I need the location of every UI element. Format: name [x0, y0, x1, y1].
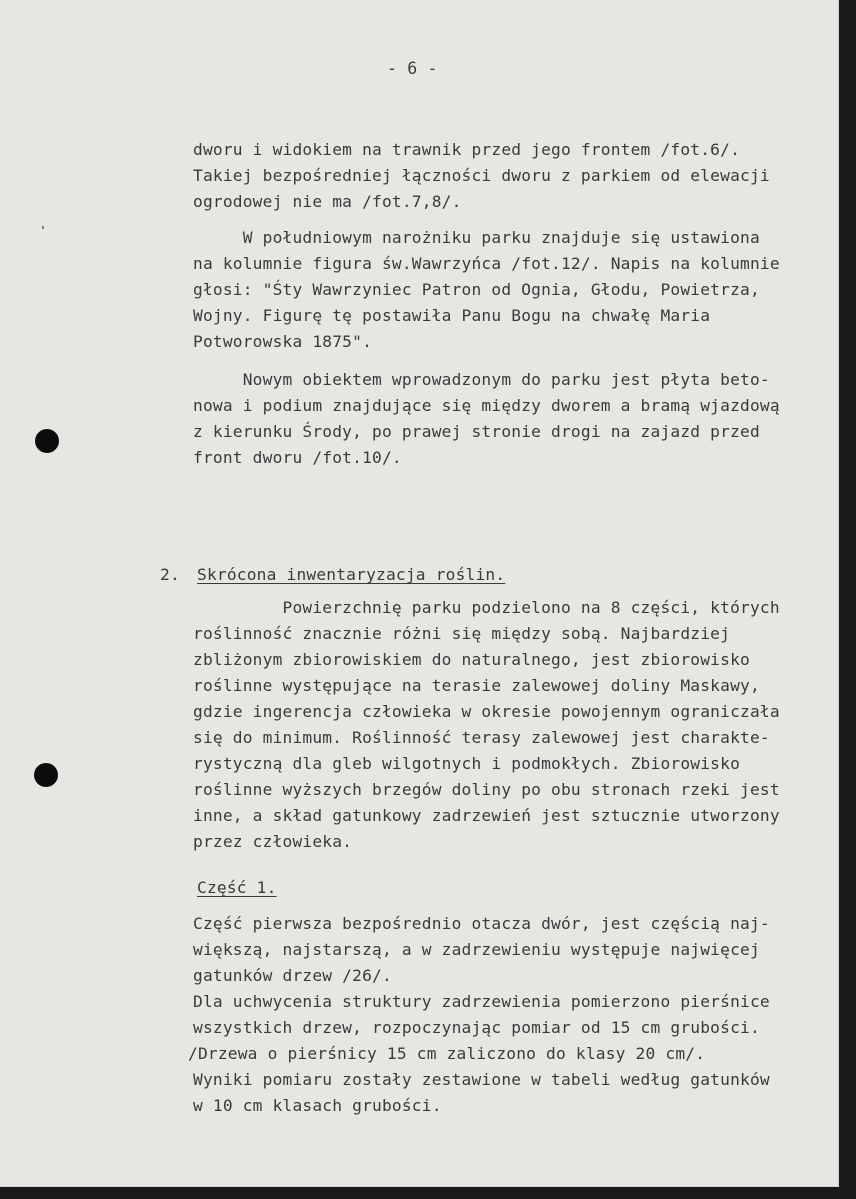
section2-heading: Skrócona inwentaryzacja roślin.: [197, 565, 506, 584]
paper-speck: [42, 226, 44, 229]
section2-line-5: gdzie ingerencja człowieka w okresie powojennym ograniczała: [193, 702, 780, 721]
section1-line-10: nowa i podium znajdujące się między dworem a bramą wjazdową: [193, 396, 780, 415]
punch-hole-bottom: [34, 763, 58, 787]
section1-line-12: front dworu /fot.10/.: [193, 448, 402, 467]
section1-line-11: z kierunku Środy, po prawej stronie drogi na zajazd przed: [193, 422, 760, 441]
section2-line-10: przez człowieka.: [193, 832, 353, 851]
section1-line-6: głosi: "Śty Wawrzyniec Patron od Ognia, Głodu, Powietrza,: [193, 280, 760, 299]
part1-line-2: większą, najstarszą, a w zadrzewieniu występuje najwięcej: [193, 940, 760, 959]
section1-line-1: dworu i widokiem na trawnik przed jego frontem /fot.6/.: [193, 140, 741, 159]
section2-line-7: rystyczną dla gleb wilgotnych i podmokłych. Zbiorowisko: [193, 754, 741, 773]
section2-line-8: roślinne wyższych brzegów doliny po obu stronach rzeki jest: [193, 780, 780, 799]
section2-line-9: inne, a skład gatunkowy zadrzewień jest sztucznie utworzony: [193, 806, 780, 825]
part1-line-1: Część pierwsza bezpośrednio otacza dwór, jest częścią naj-: [193, 914, 770, 933]
part1-line-4: Dla uchwycenia struktury zadrzewienia pomierzono pierśnice: [193, 992, 770, 1011]
section2-line-6: się do minimum. Roślinność terasy zalewowej jest charakte-: [193, 728, 770, 747]
part1-line-3: gatunków drzew /26/.: [193, 966, 392, 985]
part1-line-5: wszystkich drzew, rozpoczynając pomiar od 15 cm grubości.: [193, 1018, 760, 1037]
section1-line-4: W południowym narożniku parku znajduje się ustawiona: [193, 228, 760, 247]
part1-line-8: w 10 cm klasach grubości.: [193, 1096, 442, 1115]
section2-line-2: roślinność znacznie różni się między sobą. Najbardziej: [193, 624, 731, 643]
part1-line-6: /Drzewa o pierśnicy 15 cm zaliczono do klasy 20 cm/.: [188, 1044, 706, 1063]
section2-line-1: Powierzchnię parku podzielono na 8 części, których: [193, 598, 780, 617]
section2-number: 2.: [160, 565, 180, 584]
page-number: - 6 -: [387, 59, 438, 78]
section1-line-3: ogrodowej nie ma /fot.7,8/.: [193, 192, 462, 211]
section1-line-7: Wojny. Figurę tę postawiła Panu Bogu na chwałę Maria: [193, 306, 711, 325]
section1-line-2: Takiej bezpośredniej łączności dworu z parkiem od elewacji: [193, 166, 770, 185]
part1-line-7: Wyniki pomiaru zostały zestawione w tabeli według gatunków: [193, 1070, 770, 1089]
section1-line-8: Potworowska 1875".: [193, 332, 373, 351]
punch-hole-top: [35, 429, 59, 453]
section1-line-9: Nowym obiektem wprowadzonym do parku jest płyta beto-: [193, 370, 770, 389]
section2-line-3: zbliżonym zbiorowiskiem do naturalnego, jest zbiorowisko: [193, 650, 750, 669]
section1-line-5: na kolumnie figura św.Wawrzyńca /fot.12/. Napis na kolumnie: [193, 254, 780, 273]
part1-heading: Część 1.: [197, 878, 277, 897]
section2-line-4: roślinne występujące na terasie zalewowej doliny Maskawy,: [193, 676, 760, 695]
